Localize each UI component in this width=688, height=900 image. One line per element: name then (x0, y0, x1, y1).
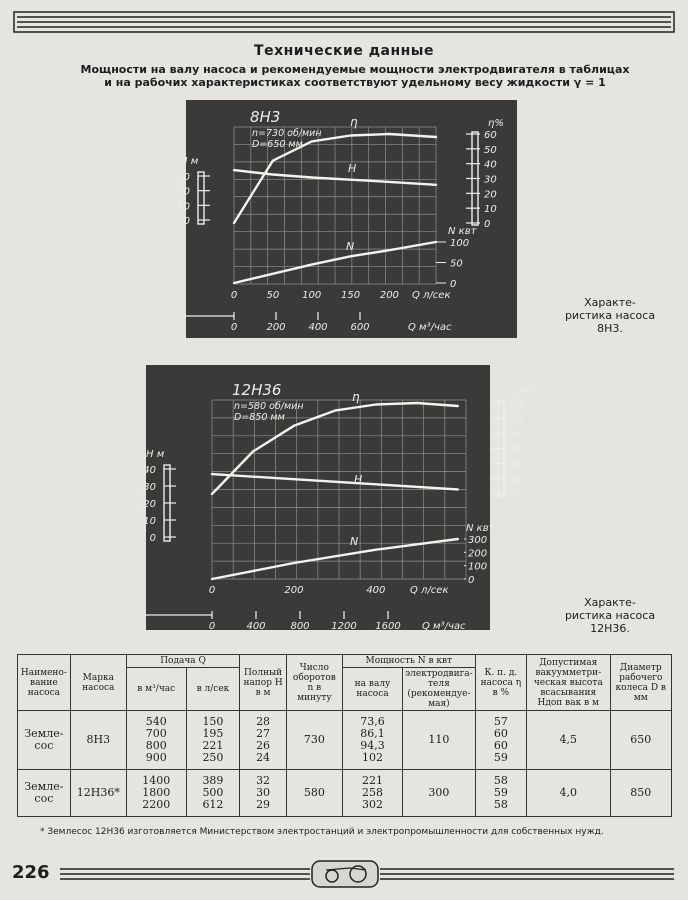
axis-flow-m3-tick: 1600 (375, 621, 401, 632)
th-head: Полный напор H в м (240, 655, 287, 711)
table-cell-value: 102 (361, 751, 383, 764)
page-title: Технические данные (254, 43, 434, 59)
axis-flow-m3-tick: 0 (230, 322, 238, 333)
table-cell-value: 24 (256, 751, 271, 764)
chart-svg (177, 100, 517, 338)
chart-8n3 (177, 100, 517, 338)
table-cell-value: 58 (493, 798, 508, 811)
axis-power-tick: 0 (468, 575, 475, 586)
table-cell-value: 29 (256, 798, 271, 811)
axis-eta-tick: 50 (484, 144, 497, 156)
axis-eta-tick: 40 (510, 429, 523, 441)
table-row (18, 711, 672, 770)
table-cell-value: 1800 (142, 786, 171, 799)
axis-flow-m3-tick: 600 (350, 322, 370, 333)
axis-flow-tick: 150 (340, 290, 361, 301)
decorative-header-band (14, 10, 674, 34)
table-cell-value: 60 (493, 727, 508, 740)
axis-flow-m3-label: Q м³/час (422, 621, 466, 632)
table-cell-value: 28 (256, 715, 271, 728)
table-cell-vac: 4,0 (527, 770, 610, 817)
axis-flow-m3-tick: 800 (290, 621, 310, 632)
axis-flow-tick: 400 (366, 585, 386, 596)
table-cell-diam: 650 (610, 711, 672, 770)
axis-eta-tick: 30 (484, 174, 497, 186)
table-cell-power-shaft (342, 711, 402, 770)
axis-head-tick: 0 (183, 216, 190, 227)
axis-head-tick: 30 (177, 172, 190, 183)
axis-power-tick: 200 (468, 548, 488, 560)
axis-eta-tick: 20 (484, 189, 497, 201)
table-cell-flow-ls (186, 770, 240, 817)
chart-param-rpm: n=730 об/мин (252, 128, 322, 139)
axis-power-label: N квт (466, 523, 495, 534)
axis-flow-tick: 0 (208, 585, 216, 596)
subtitle-line-2: и на рабочих характеристиках соответствуют удельному весу жидкости γ = 1 (104, 76, 606, 89)
table-cell-value: 258 (361, 786, 383, 799)
th-power-shaft: на валу насоса (342, 668, 402, 711)
table-cell-value: 800 (145, 739, 167, 752)
th-flow-m3: в м³/час (126, 668, 186, 711)
axis-eta-tick: 0 (484, 219, 491, 230)
power-curve-label: N (350, 535, 359, 548)
axis-head-tick: 10 (143, 516, 156, 527)
table-cell-value: 86,1 (360, 727, 385, 740)
axis-flow-m3-tick: 0 (208, 621, 216, 632)
table-cell-rpm: 580 (286, 770, 342, 817)
axis-flow-tick: 100 (302, 290, 322, 301)
axis-flow-tick: 200 (284, 585, 304, 596)
table-cell-value: 389 (202, 774, 224, 787)
table-cell-value: 30 (256, 786, 271, 799)
chart-title: 12Н36 (232, 381, 282, 399)
table-cell-value: 500 (202, 786, 224, 799)
table-cell-value: 73,6 (360, 715, 385, 728)
table-cell-value: 221 (361, 774, 383, 787)
table-cell-value: 540 (145, 715, 167, 728)
chart-param-diameter: D=650 мм (252, 139, 303, 150)
th-flow: Подача Q (126, 655, 239, 668)
head-curve-label: H (348, 162, 357, 175)
specs-table (17, 654, 672, 817)
axis-eta-tick: 10 (510, 474, 523, 486)
axis-eta-label: η% (488, 118, 504, 129)
axis-flow-m3-tick: 400 (246, 621, 266, 632)
axis-flow-tick: 0 (230, 290, 238, 301)
axis-eta-tick: 50 (510, 414, 523, 426)
axis-eta-tick: 30 (510, 444, 523, 456)
chart-title: 8Н3 (250, 108, 281, 126)
chart-12n36 (143, 365, 530, 632)
caption-12n36: Характе- ристика насоса 12Н36. (564, 596, 656, 635)
axis-power-tick: 300 (468, 535, 488, 546)
chart-param-diameter: D=850 мм (234, 412, 285, 423)
table-cell-value: 26 (256, 739, 271, 752)
th-brand: Марка насоса (70, 655, 126, 711)
axis-head-tick: 30 (143, 482, 156, 493)
axis-head-tick: 40 (143, 465, 156, 476)
table-cell-power-motor: 110 (403, 711, 476, 770)
table-cell-value: 302 (361, 798, 383, 811)
page-number: 226 (12, 862, 50, 883)
table-cell-name: Земле-сос (18, 770, 71, 817)
table-cell-value: 612 (202, 798, 224, 811)
table-cell-vac: 4,5 (527, 711, 610, 770)
table-cell-value: 1400 (142, 774, 171, 787)
decorative-footer-band (60, 858, 674, 890)
axis-flow-label: Q л/сек (410, 585, 449, 596)
axis-head-label: H м (146, 449, 165, 460)
axis-flow-tick: 50 (266, 290, 280, 301)
axis-eta (492, 387, 530, 501)
table-cell-value: 221 (202, 739, 224, 752)
th-power-motor: электродвига-теля (рекомендуе-мая) (403, 668, 476, 711)
head-curve-label: H (354, 473, 363, 486)
axis-eta-tick: 60 (510, 399, 523, 410)
axis-power-tick: 100 (450, 238, 470, 249)
table-cell-value: 27 (256, 727, 271, 740)
axis-eta-label: η% (514, 387, 530, 398)
caption-8n3: Характе- ристика насоса 8Н3. (564, 296, 656, 335)
table-cell-value: 94,3 (360, 739, 385, 752)
table-cell-value: 2200 (142, 798, 171, 811)
table-cell-value: 57 (493, 715, 508, 728)
axis-eta-tick: 0 (510, 490, 517, 501)
axis-head-tick: 0 (149, 533, 156, 544)
axis-flow-m3-tick: 1200 (331, 621, 357, 632)
axis-flow-label: Q л/сек (412, 290, 451, 301)
th-power: Мощность N в квт (342, 655, 475, 668)
table-cell-power-shaft (342, 770, 402, 817)
page-subtitle (60, 63, 650, 89)
axis-power-label: N квт (448, 226, 477, 237)
axis-eta-tick: 10 (484, 204, 497, 216)
table-cell-power-motor: 300 (403, 770, 476, 817)
axis-power-tick: 0 (450, 279, 457, 290)
axis-flow-m3-label: Q м³/час (408, 322, 452, 333)
th-flow-ls: в л/сек (186, 668, 240, 711)
th-rpm: Число оборотов n в минуту (286, 655, 342, 711)
table-row (18, 770, 672, 817)
table-cell-diam: 850 (610, 770, 672, 817)
eta-curve-label: η (352, 390, 360, 404)
table-cell-flow-ls (186, 711, 240, 770)
table-cell-value: 58 (493, 774, 508, 787)
table-cell-value: 150 (202, 715, 224, 728)
table-cell-head (240, 711, 287, 770)
table-cell-value: 700 (145, 727, 167, 740)
axis-power-tick: 50 (450, 258, 463, 270)
chart-param-rpm: n=580 об/мин (234, 401, 304, 412)
axis-eta-tick: 20 (510, 459, 523, 471)
power-curve-label: N (346, 240, 355, 253)
axis-power-tick: 100 (468, 561, 488, 573)
chart-svg (143, 365, 530, 632)
axis-eta-tick: 60 (484, 130, 497, 141)
table-cell-brand: 8Н3 (70, 711, 126, 770)
th-diam: Диаметр рабочего колеса D в мм (610, 655, 672, 711)
table-cell-value: 32 (256, 774, 271, 787)
eta-curve-label: η (350, 115, 358, 129)
axis-head-tick: 10 (177, 201, 190, 213)
table-cell-eff (475, 770, 526, 817)
axis-eta-tick: 40 (484, 159, 497, 171)
table-cell-flow-m3 (126, 770, 186, 817)
footnote: * Землесос 12Н36 изготовляется Министерством электростанций и электропромышленности для собственных нужд. (40, 827, 604, 837)
table-cell-value: 60 (493, 739, 508, 752)
table-cell-value: 900 (145, 751, 167, 764)
table-cell-head (240, 770, 287, 817)
table-cell-brand: 12Н36* (70, 770, 126, 817)
table-cell-value: 195 (202, 727, 224, 740)
table-cell-rpm: 730 (286, 711, 342, 770)
axis-head-tick: 20 (177, 186, 190, 198)
axis-flow-m3-tick: 200 (266, 322, 286, 333)
table-cell-flow-m3 (126, 711, 186, 770)
table-cell-value: 250 (202, 751, 224, 764)
table-cell-name: Земле-сос (18, 711, 71, 770)
table-cell-value: 59 (493, 786, 508, 799)
axis-flow-tick: 200 (379, 290, 399, 301)
table-cell-value: 59 (493, 751, 508, 764)
axis-head-label: H м (180, 156, 199, 167)
table-cell-eff (475, 711, 526, 770)
axis-head-tick: 20 (143, 499, 156, 510)
subtitle-line-1: Мощности на валу насоса и рекомендуемые мощности электродвигателя в таблицах (80, 63, 630, 76)
th-name: Наимено-вание насоса (18, 655, 71, 711)
th-vac: Допустимая вакуумметри-ческая высота всасывания Hдоп вак в м (527, 655, 610, 711)
th-eff: К. п. д. насоса η в % (475, 655, 526, 711)
axis-flow-m3-tick: 400 (308, 322, 328, 333)
